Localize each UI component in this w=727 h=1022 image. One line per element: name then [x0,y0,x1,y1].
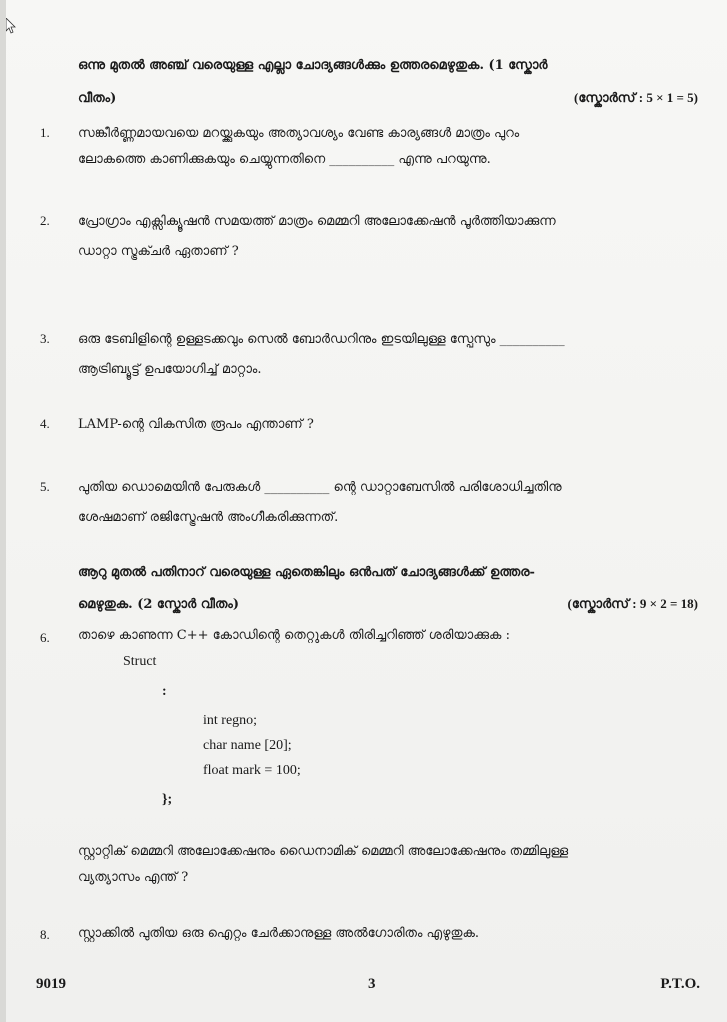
section2-instruction-line2: മെഴുതുക. (2 സ്കോർ വീതം) [78,597,239,612]
code-line: float mark = 100; [203,763,301,778]
question-number: 8. [40,927,50,942]
question-line: ലോകത്തെ കാണിക്കുകയും ചെയ്യുന്നതിനെ __________ എന്നു പറയുന്നു. [78,152,491,167]
section1-instruction-line2: വീതം) [78,91,117,106]
question-7 [78,836,688,894]
paper-code: 9019 [36,976,66,992]
question-6-text: താഴെ കാണുന്ന C++ കോഡിന്റെ തെറ്റുകൾ തിരിച്ചറിഞ്ഞ് ശരിയാക്കുക : [78,628,510,643]
question-number: 2. [40,213,50,228]
section1-score: (സ്കോർസ് : 5 × 1 = 5) [574,90,698,105]
section2-instruction-line1: ആറു മുതൽ പതിനാറ് വരെയുള്ള ഏതെങ്കിലും ഒൻപത് ചോദ്യങ്ങൾക്ക് ഉത്തര- [78,565,535,580]
question-1 [78,118,688,176]
section1-instruction-line1: ഒന്നു മുതൽ അഞ്ച് വരെയുള്ള എല്ലാ ചോദ്യങ്ങൾക്കും ഉത്തരമെഴുതുക. (1 സ്കോർ [78,58,548,73]
question-line: ഒരു ടേബിളിന്റെ ഉള്ളടക്കവും സെൽ ബോർഡറിനും ഇടയിലുള്ള സ്പേസും __________ [78,332,565,347]
code-open-brace: : [162,684,167,699]
page-number: 3 [368,976,376,992]
code-struct-keyword: Struct [123,654,157,669]
question-line: ആട്രിബ്യൂട്ട് ഉപയോഗിച്ച് മാറ്റാം. [78,362,262,377]
question-number: 5. [40,479,50,494]
code-close-brace: }; [162,792,173,807]
pto-label: P.T.O. [660,976,700,992]
mouse-pointer-icon [6,18,16,34]
question-5 [78,472,688,534]
question-line: ശേഷമാണ് രജിസ്ട്രേഷൻ അംഗീകരിക്കുന്നത്. [78,510,339,525]
question-4 [78,409,688,441]
code-line: char name [20]; [203,738,292,753]
question-number: 6. [40,630,50,645]
question-8-text: സ്റ്റാക്കിൽ പുതിയ ഒരു ഐറ്റം ചേർക്കാനുള്ള അൽഗോരിതം എഴുതുക. [78,926,479,941]
question-line: പ്രോഗ്രാം എക്സിക്യൂഷൻ സമയത്ത് മാത്രം മെമ്മറി അലോക്കേഷൻ പൂർത്തിയാക്കുന്ന [78,214,556,229]
question-line: സ്റ്റാറ്റിക് മെമ്മറി അലോക്കേഷനും ഡൈനാമിക് മെമ്മറി അലോക്കേഷനും തമ്മിലുള്ള [78,844,569,859]
code-line: int regno; [203,713,258,728]
question-number: 1. [40,125,50,140]
question-number: 4. [40,416,50,431]
question-3 [78,324,688,386]
question-line: ഡാറ്റാ സ്ട്രക്ചർ ഏതാണ് ? [78,244,239,259]
question-line: വ്യത്യാസം എന്ത് ? [78,870,189,885]
question-line: സങ്കീർണ്ണമായവയെ മറയ്ക്കുകയും അത്യാവശ്യം വേണ്ട കാര്യങ്ങൾ മാത്രം പുറം [78,126,520,141]
question-line: LAMP-ന്റെ വികസിത രൂപം എന്താണ് ? [78,417,314,432]
section2-score: (സ്കോർസ് : 9 × 2 = 18) [567,596,698,611]
question-number: 3. [40,331,50,346]
question-2 [78,206,688,268]
question-line: പുതിയ ഡൊമെയിൻ പേരുകൾ __________ ന്റെ ഡാറ്റാബേസിൽ പരിശോധിച്ചതിനു [78,480,562,495]
